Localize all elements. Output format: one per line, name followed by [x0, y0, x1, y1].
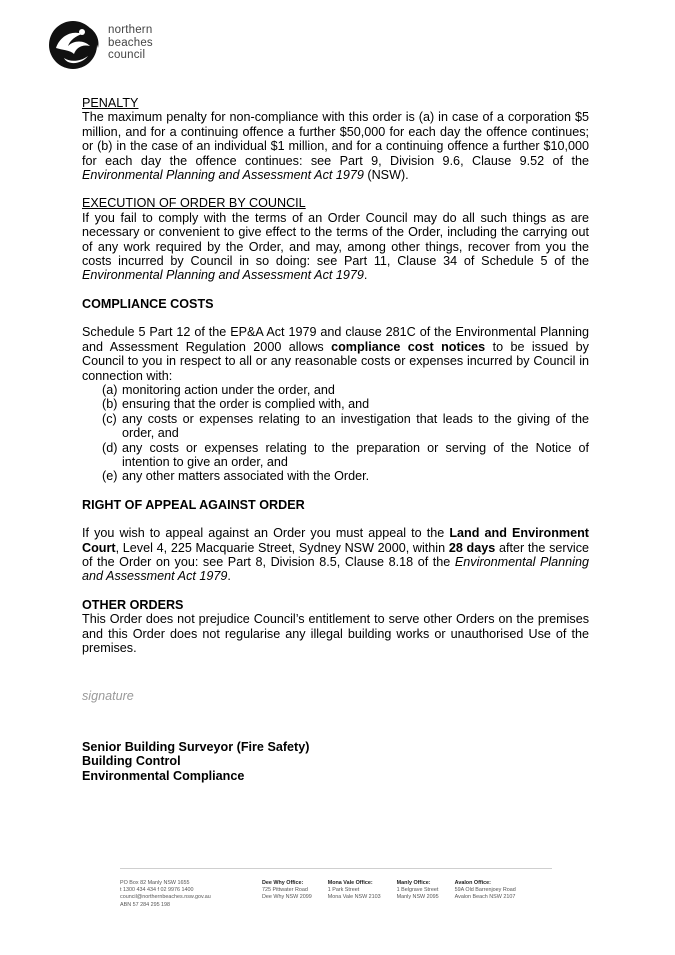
- footer-po: PO Box 82 Manly NSW 1655: [120, 880, 190, 886]
- footer-divider: [120, 868, 552, 869]
- appeal-body-2: , Level 4, 225 Macquarie Street, Sydney NSW 2000, within: [115, 540, 449, 555]
- office-street: 1 Belgrave Street: [396, 887, 439, 894]
- list-marker: (c): [102, 411, 117, 426]
- office-name: Avalon Office:: [454, 880, 491, 886]
- execution-tail: .: [363, 268, 368, 283]
- footer-office-avalon: [455, 880, 516, 909]
- signatory-unit: Building Control: [82, 754, 181, 769]
- office-street: 59A Old Barrenjoey Road: [454, 887, 516, 894]
- penalty-act: Environmental Planning and Assessment Act 1979: [82, 168, 364, 183]
- council-logo: [46, 18, 153, 72]
- office-name: Mona Vale Office:: [327, 880, 373, 886]
- logo-line-2: beaches: [108, 36, 153, 49]
- list-item: [82, 412, 589, 441]
- office-street: 725 Pittwater Road: [262, 887, 308, 894]
- office-suburb: Dee Why NSW 2099: [262, 894, 312, 901]
- execution-body: If you fail to comply with the terms of an Order Council may do all such things as are necessary or convenient to give effect to the terms of the Order, including the carrying out of any work required by the Order, and may, among other things, recover from you the costs incurred by Council in so doing: see Part 11, Clause 34 of Schedule 5 of the: [82, 210, 589, 269]
- office-suburb: Manly NSW 2095: [396, 894, 439, 901]
- list-marker: (b): [102, 397, 118, 412]
- appeal-court: Land and Environment Court: [82, 526, 589, 555]
- signatory-title: Senior Building Surveyor (Fire Safety): [82, 739, 310, 754]
- office-suburb: Avalon Beach NSW 2107: [454, 894, 516, 901]
- signature-placeholder: signature: [82, 689, 134, 704]
- list-marker: (a): [102, 382, 118, 397]
- footer-email: council@northernbeaches.nsw.gov.au: [120, 894, 211, 901]
- penalty-text: [82, 110, 589, 182]
- footer-office-manly: [397, 880, 439, 909]
- list-marker: (e): [102, 469, 118, 484]
- list-item: [82, 469, 589, 483]
- northern-beaches-logo-icon: [46, 18, 104, 72]
- compliance-bold: compliance cost notices: [331, 339, 486, 354]
- document-body: [82, 96, 589, 783]
- list-text: any costs or expenses relating to an investigation that leads to the giving of the order, and: [122, 411, 589, 441]
- list-text: any costs or expenses relating to the preparation or serving of the Notice of intention to give an order, and: [122, 440, 589, 469]
- penalty-section: [82, 96, 589, 182]
- execution-heading: EXECUTION OF ORDER BY COUNCIL: [82, 196, 306, 211]
- other-orders-section: [82, 598, 589, 656]
- appeal-text: [82, 526, 589, 584]
- appeal-heading: RIGHT OF APPEAL AGAINST ORDER: [82, 497, 305, 512]
- footer-office-dee-why: [262, 880, 312, 909]
- compliance-list: [82, 383, 589, 484]
- appeal-section: [82, 498, 589, 584]
- signatory-dept: Environmental Compliance: [82, 768, 245, 783]
- office-street: 1 Park Street: [327, 887, 360, 894]
- appeal-body-3: after the service of the Order on you: see Part 8, Division 8.5, Clause 8.18 of the: [82, 540, 589, 569]
- list-text: any other matters associated with the Order.: [122, 469, 370, 484]
- appeal-tail: .: [227, 569, 231, 584]
- compliance-section: [82, 297, 589, 484]
- compliance-body-2: to be issued by Council to you in respect to all or any reasonable costs or expenses incurred by Council in connection with:: [82, 339, 589, 383]
- list-text: ensuring that the order is complied with, and: [122, 397, 370, 412]
- compliance-body-1: Schedule 5 Part 12 of the EP&A Act 1979 and clause 281C of the Environmental Planning and Assessment Regulation 2000 allows: [82, 325, 589, 354]
- list-item: [82, 441, 589, 470]
- compliance-text: [82, 325, 589, 383]
- footer-office-mona-vale: [328, 880, 381, 909]
- logo-line-1: northern: [108, 24, 153, 36]
- penalty-body: The maximum penalty for non-compliance with this order is (a) in case of a corporation $5 million, and for a continuing offence a further $50,000 for each day the offence continues; or (b) in the case of an individual $1 million, and for a continuing offence a further $10,000 for each day the offence continues: see Part 9, Division 9.6, Clause 9.52 of the: [82, 110, 589, 168]
- other-orders-text: This Order does not prejudice Council’s entitlement to serve other Orders on the premises and this Order does not regularise any illegal building works or unauthorised Use of the premises.: [82, 612, 589, 655]
- appeal-body-1: If you wish to appeal against an Order you must appeal to the: [82, 526, 450, 541]
- list-item: [82, 383, 589, 397]
- signatory-block: [82, 740, 589, 783]
- penalty-heading: PENALTY: [82, 96, 139, 110]
- execution-section: [82, 196, 589, 282]
- other-orders-heading: OTHER ORDERS: [82, 597, 184, 612]
- appeal-days: 28 days: [448, 540, 496, 555]
- office-name: Dee Why Office:: [262, 880, 304, 886]
- execution-act: Environmental Planning and Assessment Act 1979: [82, 268, 364, 283]
- appeal-act: Environmental Planning and Assessment Act 1979: [82, 554, 589, 584]
- page-footer: [120, 880, 560, 909]
- footer-phone: t 1300 434 434 f 02 9976 1400: [120, 887, 194, 894]
- list-text: monitoring action under the order, and: [122, 382, 335, 397]
- logo-line-3: council: [108, 49, 146, 61]
- footer-abn: ABN 57 284 295 198: [120, 901, 171, 908]
- office-name: Manly Office:: [396, 880, 431, 886]
- execution-text: [82, 211, 589, 283]
- list-item: [82, 397, 589, 411]
- office-suburb: Mona Vale NSW 2103: [327, 894, 381, 901]
- footer-contact: [120, 880, 245, 909]
- logo-wordmark: [108, 24, 153, 62]
- compliance-heading: COMPLIANCE COSTS: [82, 296, 214, 311]
- penalty-tail: (NSW).: [363, 168, 409, 183]
- list-marker: (d): [102, 440, 118, 455]
